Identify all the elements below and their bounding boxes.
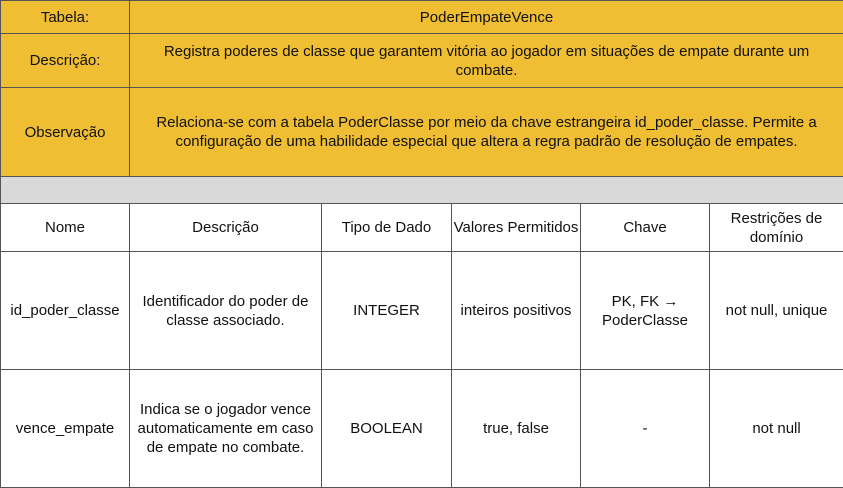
cell-descricao: Identificador do poder de classe associado. — [130, 252, 322, 370]
cell-chave: PK, FK → PoderClasse — [581, 252, 710, 370]
meta-row-tabela — [1, 1, 843, 34]
cell-chave: - — [581, 370, 710, 488]
cell-tipo: BOOLEAN — [322, 370, 452, 488]
cell-restricoes: not null, unique — [710, 252, 843, 370]
cell-nome: id_poder_classe — [1, 252, 130, 370]
descricao-label: Descrição: — [1, 34, 130, 88]
tabela-label: Tabela: — [1, 1, 130, 34]
column-header: Descrição — [130, 204, 322, 252]
column-header: Chave — [581, 204, 710, 252]
descricao-value: Registra poderes de classe que garantem vitória ao jogador em situações de empate durante um combate. — [130, 34, 843, 88]
meta-row-observacao — [1, 88, 843, 177]
cell-tipo: INTEGER — [322, 252, 452, 370]
table-row — [1, 370, 843, 488]
observacao-label: Observação — [1, 88, 130, 177]
cell-valores: inteiros positivos — [452, 252, 581, 370]
column-header: Nome — [1, 204, 130, 252]
table-row — [1, 252, 843, 370]
column-header: Restrições de domínio — [710, 204, 843, 252]
column-header: Valores Permitidos — [452, 204, 581, 252]
cell-nome: vence_empate — [1, 370, 130, 488]
column-header: Tipo de Dado — [322, 204, 452, 252]
separator-band — [1, 177, 843, 204]
cell-descricao: Indica se o jogador vence automaticamente em caso de empate no combate. — [130, 370, 322, 488]
cell-restricoes: not null — [710, 370, 843, 488]
separator-cell — [1, 177, 843, 204]
meta-row-descricao — [1, 34, 843, 88]
observacao-value: Relaciona-se com a tabela PoderClasse por meio da chave estrangeira id_poder_classe. Permite a configuração de uma habilidade especial que altera a regra padrão de resolução de empates. — [130, 88, 843, 177]
column-header-row — [1, 204, 843, 252]
cell-valores: true, false — [452, 370, 581, 488]
tabela-value: PoderEmpateVence — [130, 1, 843, 34]
